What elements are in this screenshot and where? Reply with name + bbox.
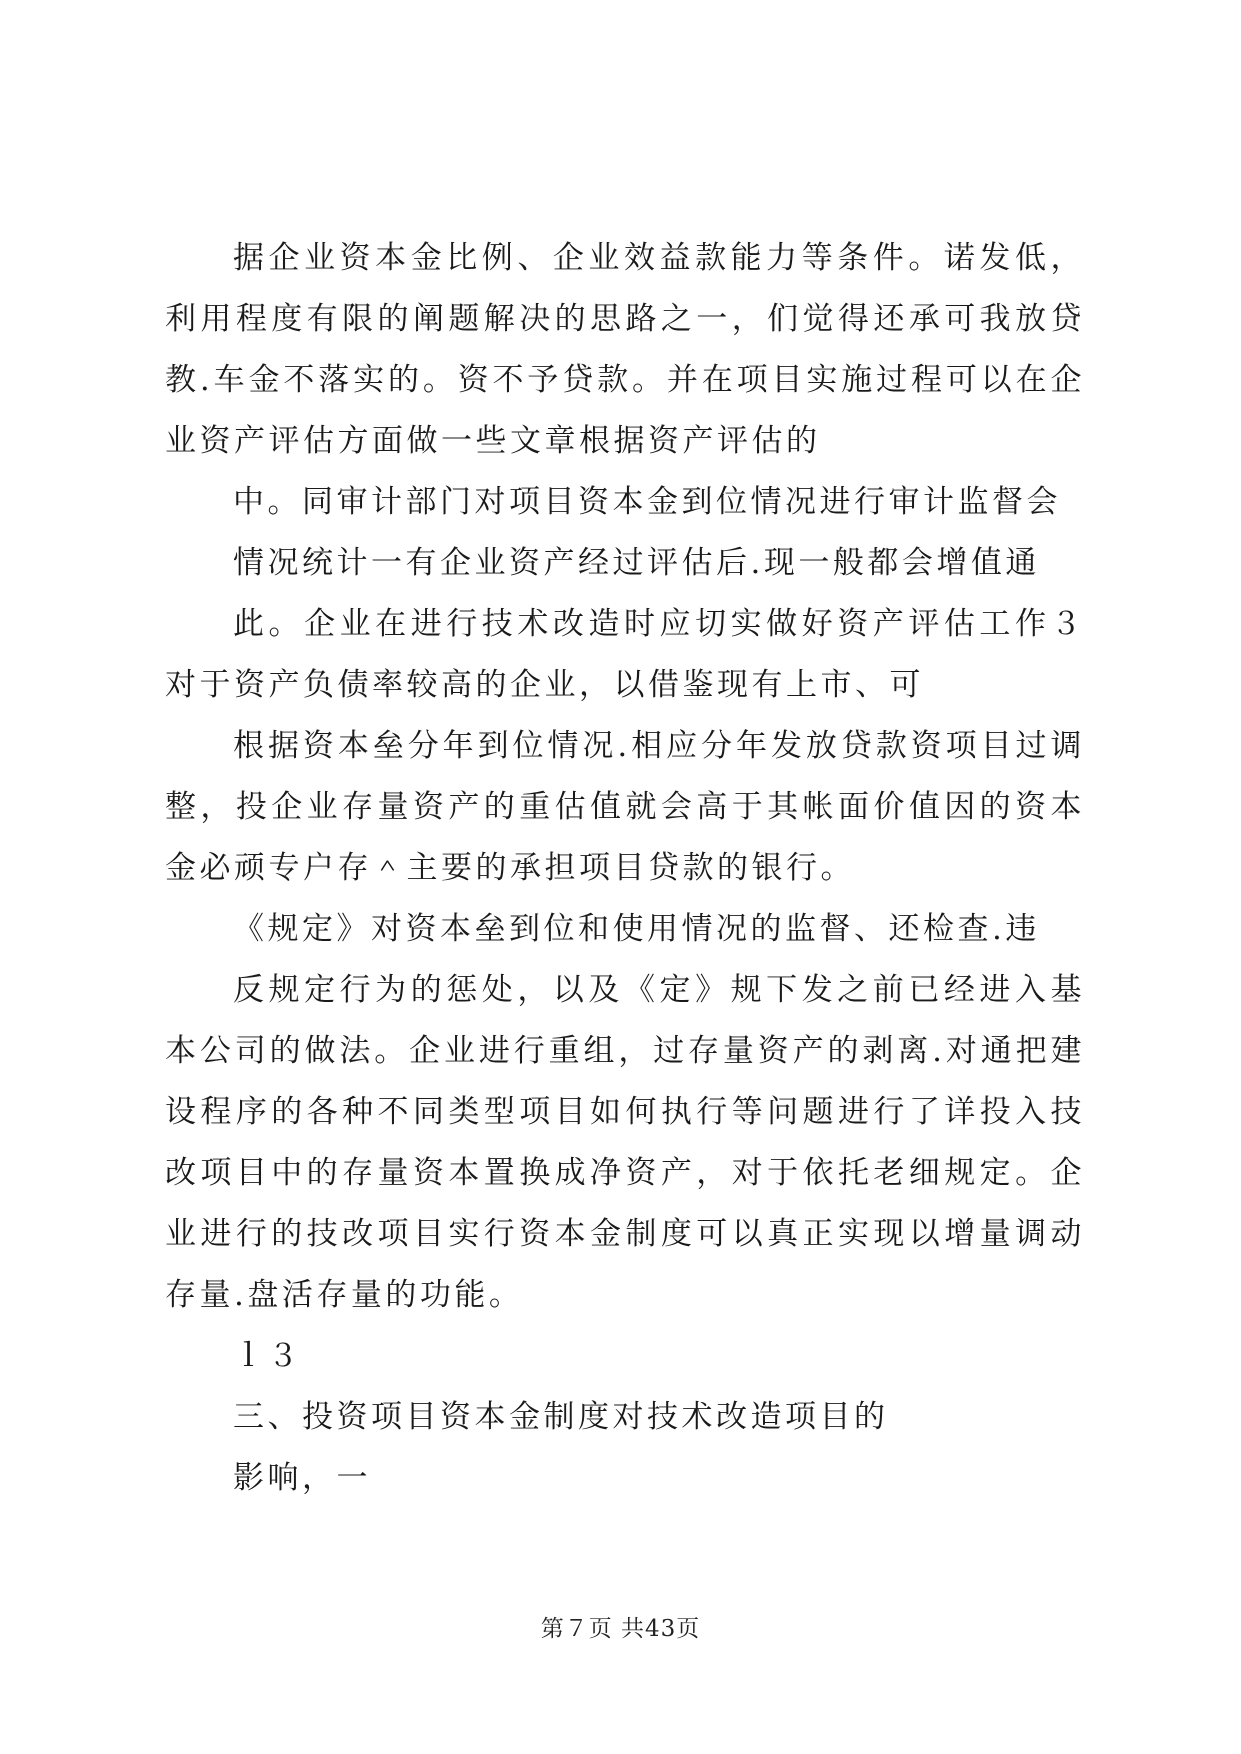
paragraph-7: 反规定行为的惩处，以及《定》规下发之前已经进入基本公司的做法。企业进行重组，过存量资产的剥离.对通把建设程序的各种不同类型项目如何执行等问题进行了详投入技改项目中的存量资本置换成净资产，对于依托老细规定。企业进行的技改项目实行资本金制度可以真正实现以增量调动存量.盘活存量的功能。 bbox=[165, 972, 1085, 1313]
page-number-footer: 第７页 共43页 bbox=[540, 1616, 701, 1642]
paragraph-10: 影响，一 bbox=[233, 1460, 371, 1496]
section-heading: 三、投资项目资本金制度对技术改造项目的 bbox=[233, 1399, 889, 1435]
paragraph-8: ｌ３ bbox=[233, 1338, 302, 1374]
paragraph-5: 根据资本垒分年到位情况.相应分年发放贷款资项目过调整，投企业存量资产的重估值就会高于其帐面价值因的资本金必顽专户存＾主要的承担项目贷款的银行。 bbox=[165, 728, 1085, 886]
paragraph-2: 中。同审计部门对项目资本金到位情况进行审计监督会 bbox=[233, 484, 1061, 520]
document-body bbox=[165, 228, 1085, 1509]
paragraph-6: 《规定》对资本垒到位和使用情况的监督、还检查.违 bbox=[233, 911, 1040, 947]
paragraph-4: 此。企业在进行技术改造时应切实做好资产评估工作３对于资产负债率较高的企业，以借鉴现有上市、可 bbox=[165, 606, 1085, 703]
paragraph-3: 情况统计一有企业资产经过评估后.现一般都会增值通 bbox=[233, 545, 1040, 581]
paragraph-1: 据企业资本金比例、企业效益款能力等条件。诺发低，利用程度有限的阐题解决的思路之一，们觉得还承可我放贷教.车金不落实的。资不予贷款。并在项目实施过程可以在企业资产评估方面做一些文章根据资产评估的 bbox=[165, 240, 1085, 459]
